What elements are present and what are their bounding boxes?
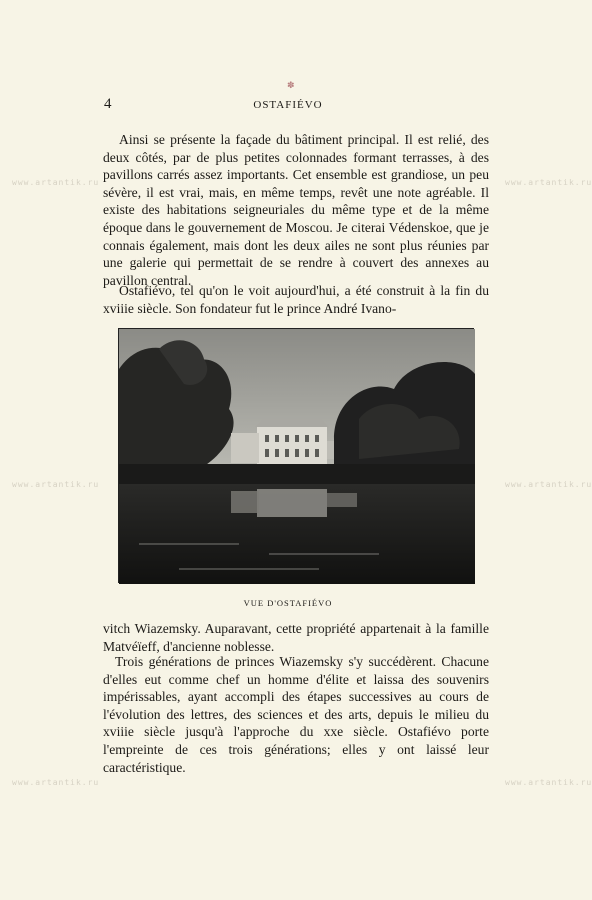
estate-photo-illustration — [119, 329, 475, 584]
header-ornament: ✽ — [287, 80, 295, 90]
watermark-right-1: www.artantik.ru — [505, 178, 592, 187]
running-head: OSTAFIÉVO — [253, 99, 323, 111]
ostafievo-photo — [118, 328, 474, 583]
figure-caption: VUE D'OSTAFIÉVO — [243, 598, 333, 608]
watermark-left-1: www.artantik.ru — [12, 178, 100, 187]
watermark-right-3: www.artantik.ru — [505, 778, 592, 787]
paragraph-4: Trois générations de princes Wiazemsky s'y succédèrent. Chacune d'elles eut comme chef un homme d'élite et laissa des souvenirs impérissables, ayant accompli des étapes successives au cours de l'évolution des lettres, des sciences et des arts, depuis le milieu du xviiie siècle jusqu'à l'approche du xxe siècle. Ostafiévo porte l'empreinte de ces trois générations; elles y ont laissé leur caractéristique. — [103, 654, 489, 775]
page-number: 4 — [104, 96, 112, 112]
paragraph-1: Ainsi se présente la façade du bâtiment principal. Il est relié, des deux côtés, par de plus petites colonnades formant terrasses, à des pavillons carrés assez importants. Cet ensemble est grandiose, un peu sévère, il est vrai, mais, en même temps, revêt une note agréable. Il existe des habitations seigneuriales du même type et de la même époque dans le gouvernement de Moscou. Je citerai Védenskoe, que je connais également, mais dont les deux ailes ne sont plus réunies par une galerie qui permettait de se rendre à couvert des annexes au pavillon central. — [103, 132, 489, 288]
watermark-left-3: www.artantik.ru — [12, 778, 100, 787]
paragraph-2: Ostafiévo, tel qu'on le voit aujourd'hui, a été construit à la fin du xviiie siècle. Son fondateur fut le prince André Ivano- — [103, 283, 489, 316]
paragraph-3: vitch Wiazemsky. Auparavant, cette propriété appartenait à la famille Matvéïeff, d'ancienne noblesse. — [103, 621, 489, 654]
watermark-left-2: www.artantik.ru — [12, 480, 100, 489]
watermark-right-2: www.artantik.ru — [505, 480, 592, 489]
